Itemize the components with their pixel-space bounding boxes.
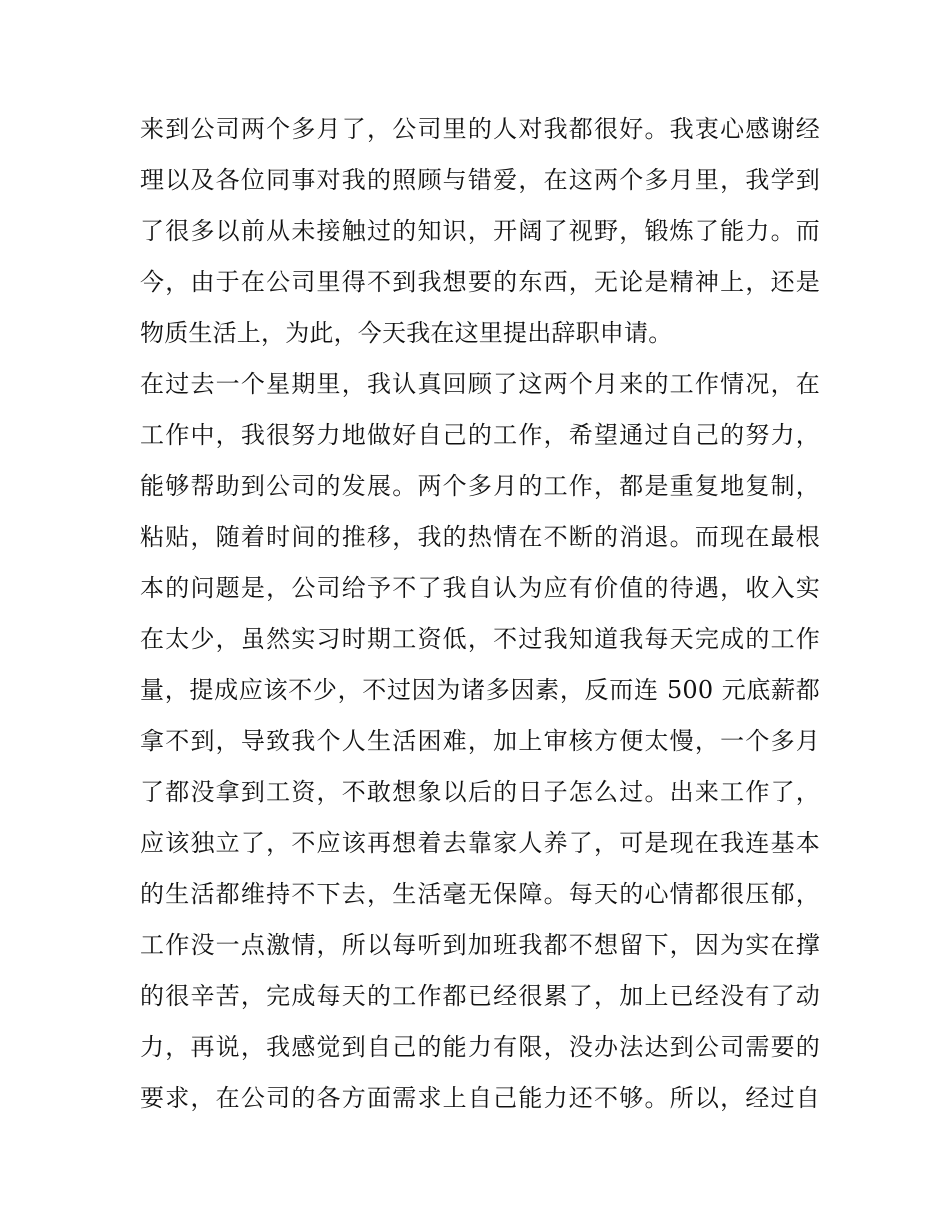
text-line: 本的问题是，公司给予不了我自认为应有价值的待遇，收入实 [140,574,820,602]
text-line: 的生活都维持不下去，生活毫无保障。每天的心情都很压郁， [140,880,820,908]
paragraph-1 [140,104,820,359]
letter-body [140,104,820,1124]
text-line: 理以及各位同事对我的照顾与错爱，在这两个多月里，我学到 [140,166,820,194]
text-line: 在过去一个星期里，我认真回顾了这两个月来的工作情况，在 [140,370,820,398]
text-line: 拿不到，导致我个人生活困难，加上审核方便太慢，一个多月 [140,727,820,755]
text-line: 工作中，我很努力地做好自己的工作，希望通过自己的努力， [140,421,820,449]
text-line: 要求，在公司的各方面需求上自己能力还不够。所以，经过自 [140,1084,820,1112]
text-line: 能够帮助到公司的发展。两个多月的工作，都是重复地复制， [140,472,820,500]
paragraph-2 [140,359,820,1124]
text-line: 工作没一点激情，所以每听到加班我都不想留下，因为实在撑 [140,931,820,959]
text-line: 力，再说，我感觉到自己的能力有限，没办法达到公司需要的 [140,1033,820,1061]
text-line: 今，由于在公司里得不到我想要的东西，无论是精神上，还是 [140,268,820,296]
text-line: 来到公司两个多月了，公司里的人对我都很好。我衷心感谢经 [140,115,820,143]
text-line: 粘贴，随着时间的推移，我的热情在不断的消退。而现在最根 [140,523,820,551]
text-line: 了都没拿到工资，不敢想象以后的日子怎么过。出来工作了， [140,778,820,806]
text-line: 物质生活上，为此，今天我在这里提出辞职申请。 [140,319,673,347]
text-line: 量，提成应该不少，不过因为诸多因素，反而连 500 元底薪都 [140,676,820,704]
text-line: 的很辛苦，完成每天的工作都已经很累了，加上已经没有了动 [140,982,820,1010]
text-line: 在太少，虽然实习时期工资低，不过我知道我每天完成的工作 [140,625,820,653]
text-line: 了很多以前从未接触过的知识，开阔了视野，锻炼了能力。而 [140,217,820,245]
text-line: 应该独立了，不应该再想着去靠家人养了，可是现在我连基本 [140,829,820,857]
